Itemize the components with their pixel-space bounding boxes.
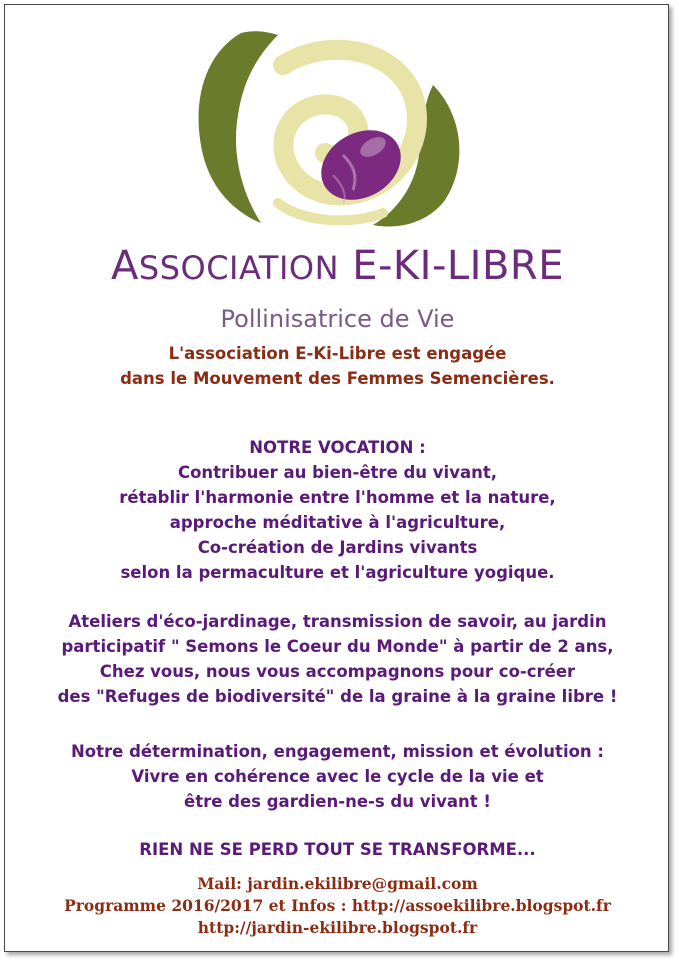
flyer-page (4, 4, 669, 952)
vocation-heading: NOTRE VOCATION : (249, 438, 426, 457)
motto (5, 837, 670, 862)
association-logo-icon (183, 25, 473, 230)
title-name: E-KI-LIBRE (352, 243, 564, 289)
vocation-line: rétablir l'harmonie entre l'homme et la nature, (119, 488, 556, 507)
contact-website-link[interactable]: http://jardin-ekilibre.blogspot.fr (197, 918, 478, 937)
ateliers-line: des "Refuges de biodiversité" de la graine à la graine libre ! (57, 687, 618, 706)
ateliers-line: participatif " Semons le Coeur du Monde" à partir de 2 ans, (61, 637, 614, 656)
association-subtitle: Pollinisatrice de Vie (220, 305, 455, 333)
mission-line: Vivre en cohérence avec le cycle de la vie et (131, 767, 544, 786)
ateliers-section (5, 609, 670, 709)
intro-line: dans le Mouvement des Femmes Semencières. (120, 369, 555, 388)
intro-line: L'association E-Ki-Libre est engagée (168, 344, 507, 363)
mission-section (5, 739, 670, 814)
intro-text (5, 341, 670, 391)
mission-line: être des gardien-ne-s du vivant ! (184, 792, 491, 811)
ateliers-line: Chez vous, nous vous accompagnons pour co-créer (99, 662, 576, 681)
vocation-line: Contribuer au bien-être du vivant, (177, 463, 498, 482)
title-rest: SSOCIATION (138, 249, 339, 287)
motto-text: RIEN NE SE PERD TOUT SE TRANSFORME... (139, 840, 536, 859)
contact-mail[interactable]: Mail: jardin.ekilibre@gmail.com (197, 874, 478, 893)
mission-line: Notre détermination, engagement, mission et évolution : (70, 742, 605, 761)
vocation-line: Co-création de Jardins vivants (197, 538, 478, 557)
contact-programme-link[interactable]: Programme 2016/2017 et Infos : http://assoekilibre.blogspot.fr (64, 896, 611, 915)
title-first-letter: A (111, 243, 139, 289)
vocation-section (5, 435, 670, 585)
vocation-line: approche méditative à l'agriculture, (169, 513, 506, 532)
vocation-line: selon la permaculture et l'agriculture yogique. (120, 563, 555, 582)
association-title (5, 243, 670, 289)
contact-section (5, 873, 670, 939)
left-leaf-icon (199, 31, 278, 223)
ateliers-line: Ateliers d'éco-jardinage, transmission de savoir, au jardin (68, 612, 607, 631)
